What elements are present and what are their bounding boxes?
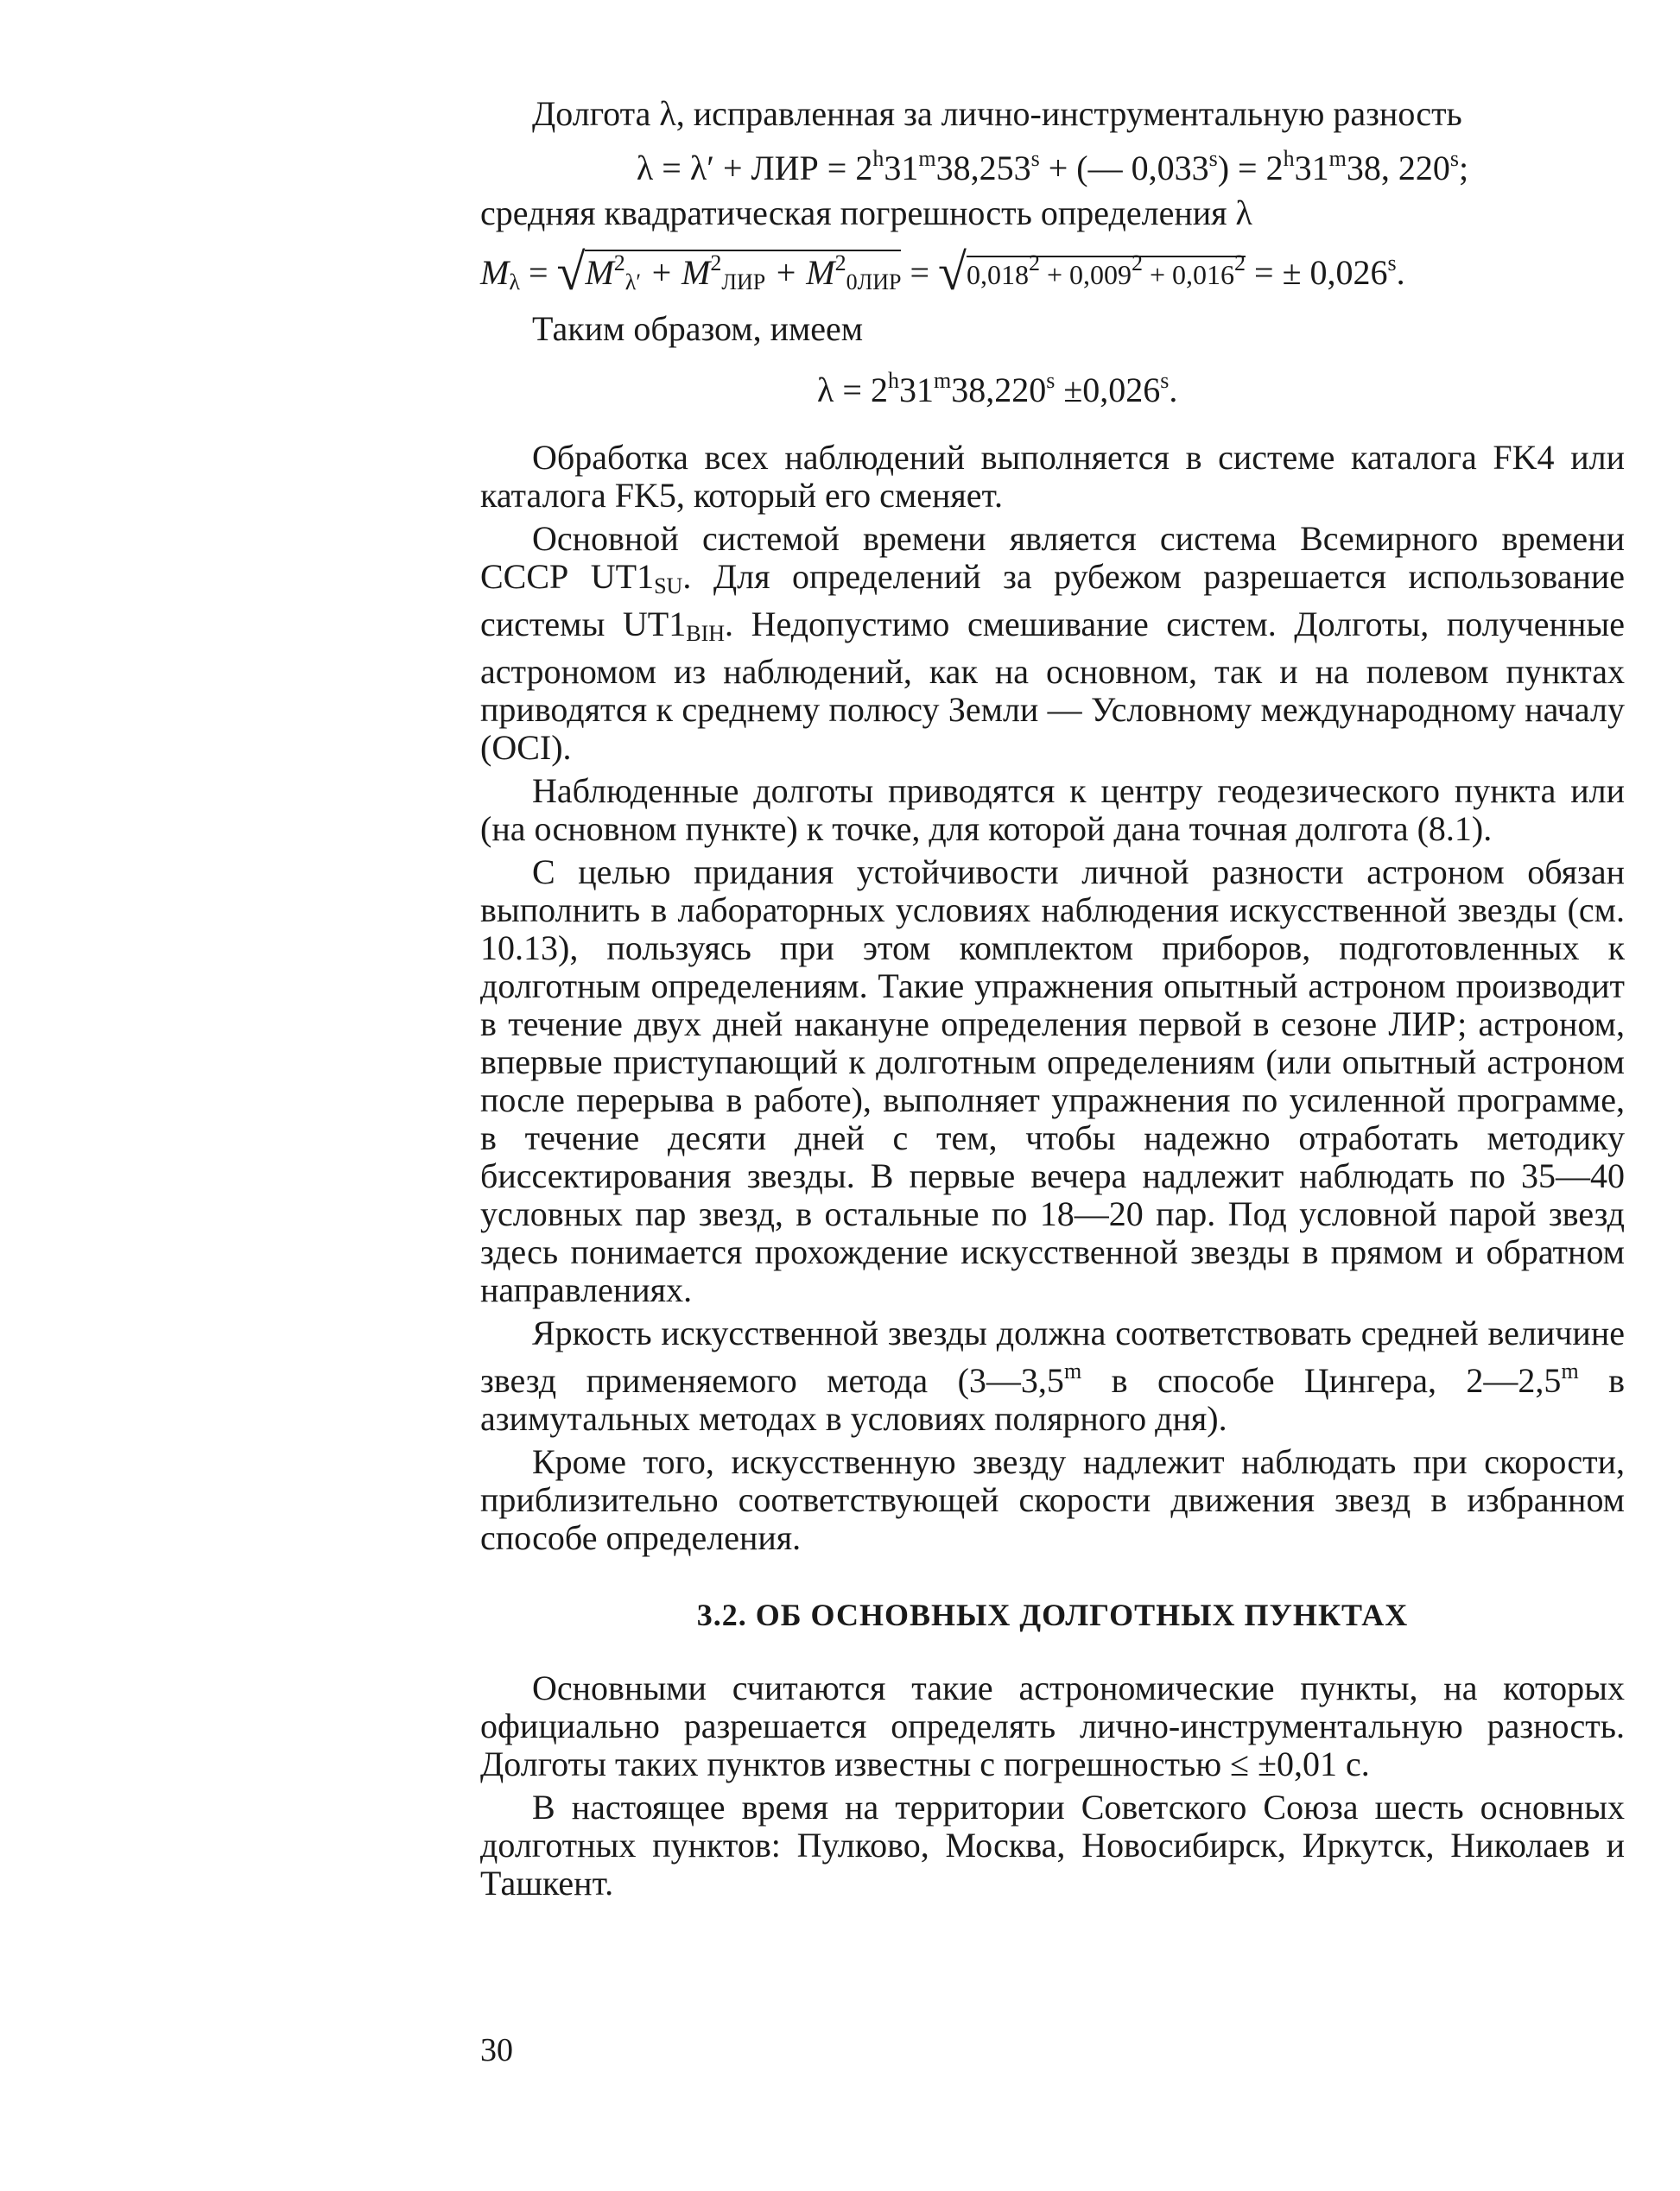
formula-part: λ = 2 xyxy=(817,370,888,409)
formula-sup: s xyxy=(1030,146,1040,171)
formula-part: 38,253 xyxy=(935,149,1031,187)
formula-sup: s xyxy=(1160,368,1170,393)
mse-intro-line: средняя квадратическая погрешность определения λ xyxy=(480,193,1252,232)
sqrt-sign: √ xyxy=(938,244,967,301)
formula-sup: h xyxy=(887,368,899,393)
paragraph-catalog: Обработка всех наблюдений выполняется в системе каталога FK4 или каталога FK5, который его сменяет. xyxy=(480,438,1625,515)
sqrt-sign: √ xyxy=(556,244,586,301)
intro-line: Долгота λ, исправленная за лично-инструментальную разность xyxy=(532,94,1462,133)
formula-result xyxy=(480,362,1625,409)
formula-sup: s xyxy=(1449,146,1459,171)
text-run: . Для определений за рубежом разрешается использование системы UT1 xyxy=(480,557,1626,643)
formula-longitude-corrected xyxy=(480,140,1625,187)
formula-part: = xyxy=(519,253,557,292)
formula-sup: 2 xyxy=(613,250,625,275)
formula-part: λ = λ′ + ЛИР = 2 xyxy=(636,149,873,187)
paragraph-main-points: Основными считаются такие астрономические пункты, на которых официально разрешается определять лично-инструментальную разность. Долготы таких пунктов известны с погрешностью ≤ ±0,01 с. xyxy=(480,1669,1625,1783)
radicand-1 xyxy=(585,250,901,292)
paragraph-reduction: Наблюденные долготы приводятся к центру геодезического пункта или (на основном пункте) к точке, для которой дана точная долгота (8.1). xyxy=(480,771,1625,848)
formula-sup: m xyxy=(933,368,952,393)
formula-sub: λ′ xyxy=(624,269,642,294)
formula-part: 0,018 xyxy=(966,259,1029,290)
formula-sup: 2 xyxy=(1234,250,1246,275)
formula-sup: h xyxy=(872,146,884,171)
text-run: . Недопустимо смешивание систем. Долготы, полученные астрономом из наблюдений, как на основном, так и на полевом пунктах приводятся к среднему полюсу Земли — Условному международному началу (OCI). xyxy=(480,605,1625,767)
paragraph-brightness xyxy=(480,1314,1625,1438)
thus-line: Таким образом, имеем xyxy=(532,309,864,348)
formula-sub: ЛИР xyxy=(721,269,766,294)
formula-part: . xyxy=(1169,370,1178,409)
paragraph-six-points: В настоящее время на территории Советского Союза шесть основных долготных пунктов: Пулково, Москва, Новосибирск, Иркутск, Николаев и Ташкент. xyxy=(480,1788,1625,1903)
formula-part: 38,220 xyxy=(951,370,1047,409)
paragraph-artificial-star: С целью придания устойчивости личной разности астроном обязан выполнить в лабораторных условиях наблюдения искусственной звезды (см. 10.13), пользуясь при этом комплектом приборов, подготовленных к долготным определениям. Такие упражнения опытный астроном производит в течение двух дней накануне определения первой в сезоне ЛИР; астроном, впервые приступающий к долготным определениям (или опытный астроном после перерыва в работе), выполняет упражнения по усиленной программе, в течение десяти дней с тем, чтобы надежно отработать методику биссектирования звезды. В первые вечера надлежит наблюдать по 35—40 условных пар звезд, в остальные по 18—20 пар. Под условной парой звезд здесь понимается прохождение искусственной звезды в прямом и обратном направлениях. xyxy=(480,852,1625,1309)
formula-part: ; xyxy=(1458,149,1469,187)
formula-part: ) = 2 xyxy=(1217,149,1284,187)
formula-part: 31 xyxy=(1294,149,1329,187)
formula-sup: 2 xyxy=(1028,250,1040,275)
formula-mean-square-error xyxy=(480,244,1625,301)
formula-part: = ± 0,026 xyxy=(1246,253,1388,292)
superscript: m xyxy=(1561,1358,1579,1384)
formula-part: + M xyxy=(641,253,711,292)
radicand-2 xyxy=(966,250,1246,290)
formula-sup: s xyxy=(1046,368,1056,393)
formula-part: M xyxy=(480,253,510,292)
formula-part: . xyxy=(1396,253,1405,292)
formula-sub: λ xyxy=(509,269,520,294)
formula-part: + 0,016 xyxy=(1142,259,1235,290)
formula-part: M xyxy=(585,253,614,292)
formula-sub: 0ЛИР xyxy=(846,269,902,294)
formula-sup: m xyxy=(1328,146,1347,171)
page-number: 30 xyxy=(480,2032,513,2068)
formula-part: 38, 220 xyxy=(1346,149,1450,187)
formula-sup: m xyxy=(918,146,936,171)
formula-part: + 0,009 xyxy=(1039,259,1132,290)
formula-part: 31 xyxy=(884,149,919,187)
paragraph-speed: Кроме того, искусственную звезду надлежит наблюдать при скорости, приблизительно соответствующей скорости движения звезд в избранном способе определения. xyxy=(480,1442,1625,1557)
formula-sup: s xyxy=(1387,250,1397,275)
formula-sup: 2 xyxy=(710,250,722,275)
formula-part: ±0,026 xyxy=(1055,370,1161,409)
formula-sup: 2 xyxy=(834,250,846,275)
formula-sup: 2 xyxy=(1131,250,1143,275)
text-column xyxy=(480,95,1625,1903)
formula-part: = xyxy=(901,253,938,292)
section-heading: 3.2. ОБ ОСНОВНЫХ ДОЛГОТНЫХ ПУНКТАХ xyxy=(696,1598,1409,1632)
formula-part: + M xyxy=(765,253,835,292)
paragraph-time-system xyxy=(480,520,1625,767)
subscript: BIH xyxy=(686,621,726,646)
formula-sup: h xyxy=(1283,146,1295,171)
text-run: Яркость искусственной звезды должна соответствовать средней величине звезд применяемого метода (3—3,5 xyxy=(480,1314,1625,1400)
formula-part: + (— 0,033 xyxy=(1039,149,1209,187)
text-run: в способе Цингера, 2—2,5 xyxy=(1081,1361,1562,1400)
superscript: m xyxy=(1063,1358,1082,1384)
subscript: SU xyxy=(654,573,683,598)
formula-sup: s xyxy=(1208,146,1218,171)
formula-part: 31 xyxy=(898,370,934,409)
text-run: в азимутальных методах в условиях полярного дня). xyxy=(480,1361,1626,1438)
text-run: Основной системой времени является система Всемирного времени СССР UT1 xyxy=(480,519,1625,596)
